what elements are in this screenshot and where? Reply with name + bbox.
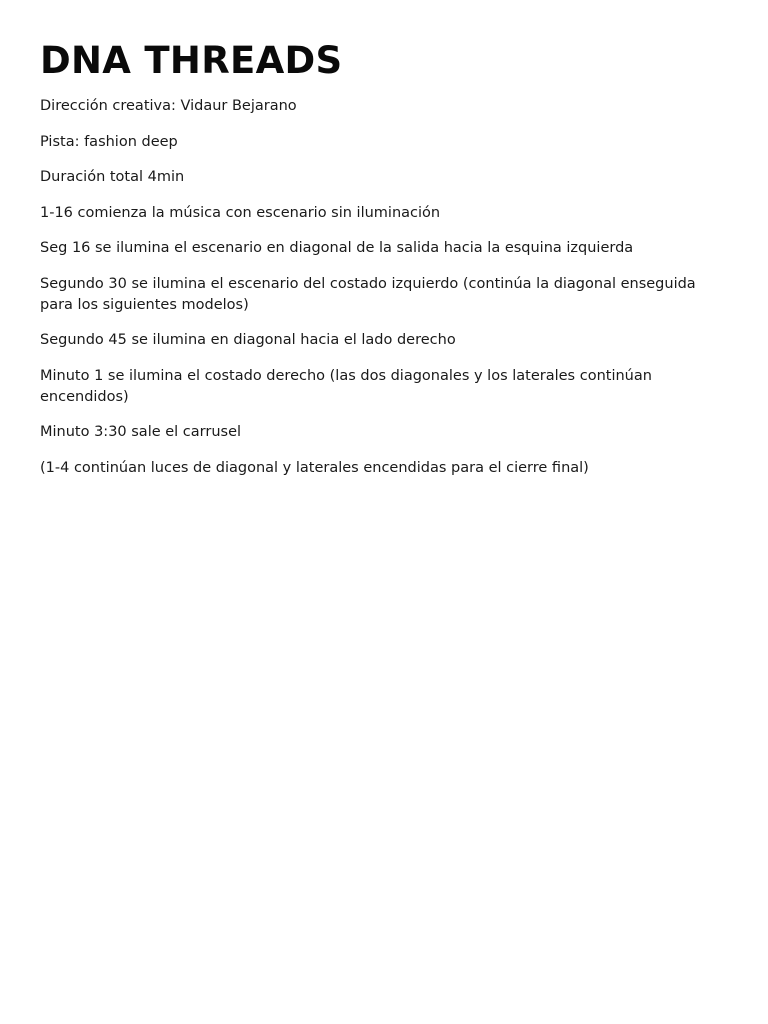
paragraph-track: Pista: fashion deep [40, 133, 178, 150]
paragraph-cue-1-16: 1-16 comienza la música con escenario sin iluminación [40, 204, 441, 221]
paragraph-creative-direction: Dirección creativa: Vidaur Bejarano [40, 98, 297, 114]
paragraph-cue-segundo-30: Segundo 30 se ilumina el escenario del costado izquierdo (continúa la diagonal enseguida para los siguientes modelos) [40, 275, 696, 313]
paragraph-cue-segundo-45: Segundo 45 se ilumina en diagonal hacia el lado derecho [40, 332, 456, 348]
paragraph-cue-minuto-1: Minuto 1 se ilumina el costado derecho (las dos diagonales y los laterales continúan encendidos) [40, 367, 652, 405]
paragraph-duration: Duración total 4min [40, 169, 185, 185]
paragraph-cue-seg-16: Seg 16 se ilumina el escenario en diagonal de la salida hacia la esquina izquierda [40, 240, 634, 256]
paragraph-cue-minuto-3-30: Minuto 3:30 sale el carrusel [40, 424, 242, 440]
document-page [40, 38, 720, 493]
document-title: DNA THREADS [40, 39, 343, 82]
paragraph-closing-note: (1-4 continúan luces de diagonal y laterales encendidas para el cierre final) [40, 459, 589, 476]
